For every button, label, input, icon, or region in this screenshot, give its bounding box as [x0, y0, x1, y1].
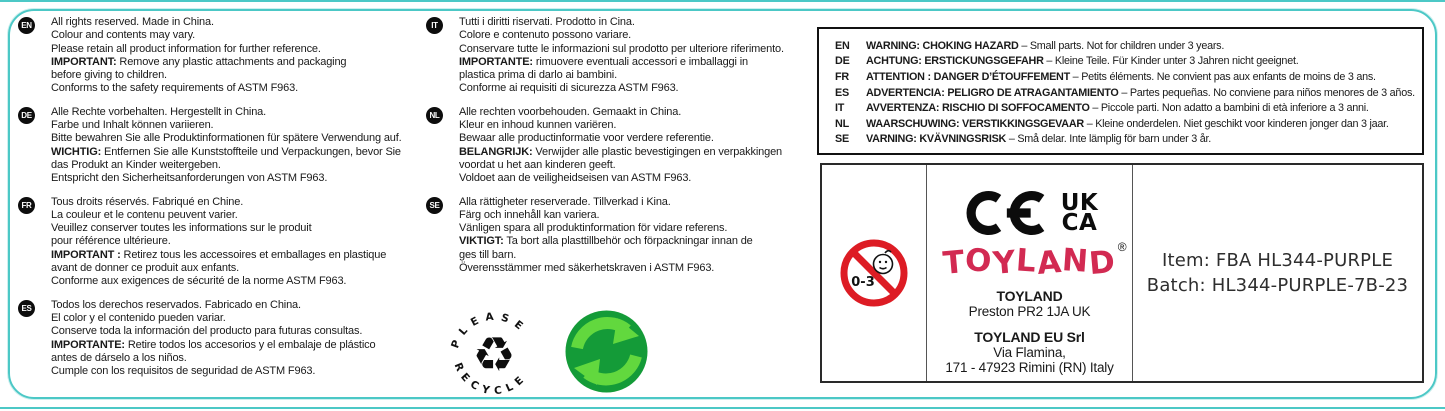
text-line: ges till barn. — [459, 248, 517, 261]
language-block-fr — [18, 196, 424, 289]
brand-letter: O — [964, 242, 995, 280]
warning-text: AVVERTENZA: RISCHIO DI SOFFOCAMENTO – Piccole parti. Non adatto a bambini di età inferiore a 3 anni. — [866, 102, 1369, 115]
warning-lang-code: EN — [835, 39, 850, 52]
brand-letter: A — [1035, 243, 1064, 283]
ukca-line-uk: UK — [1060, 190, 1099, 216]
text-line: IMPORTANTE: Retire todos los accesorios y el embalaje de plástico — [51, 338, 376, 351]
text-line: Colore e contenuto possono variare. — [459, 29, 632, 42]
language-column-middle — [426, 16, 832, 285]
text-line: Alle rechten voorbehouden. Gemaakt in China. — [459, 105, 682, 118]
text-line: voordat u het aan kinderen geeft. — [459, 158, 616, 171]
lang-code-badge: SE — [426, 197, 443, 214]
text-line: Farbe und Inhalt können variieren. — [51, 119, 214, 132]
lang-code-badge: FR — [18, 197, 35, 214]
frame-top-line — [0, 0, 1445, 2]
warning-lang-code: FR — [835, 70, 849, 83]
language-block-es — [18, 299, 424, 379]
text-line: avant de donner ce produit aux enfants. — [51, 262, 240, 275]
text-line: Conforms to the safety requirements of ASTM F963. — [51, 82, 298, 95]
warning-row — [835, 116, 1422, 132]
batch-number: Batch: HL344-PURPLE-7B-23 — [1146, 275, 1409, 296]
language-block-it — [426, 16, 832, 96]
ce-mark-icon — [961, 189, 1049, 237]
ukca-line-ca: CA — [1061, 210, 1098, 236]
language-block-se — [426, 196, 832, 276]
text-line: Kleur en inhoud kunnen variëren. — [459, 119, 617, 132]
text-line: Voldoet aan de veiligheidseisen van ASTM F963. — [459, 172, 692, 185]
text-line: IMPORTANT: Remove any plastic attachments and packaging — [51, 55, 347, 68]
item-batch-cell — [1133, 165, 1422, 381]
ukca-mark-icon — [1060, 190, 1099, 236]
brand-letter: N — [1060, 242, 1091, 280]
text-line: BELANGRIJK: Verwijder alle plastic bevestigingen en verpakkingen — [459, 145, 783, 158]
info-box — [820, 163, 1424, 383]
text-line: IMPORTANTE: rimuovere eventuali accessori e imballaggi in — [459, 55, 748, 68]
recycle-text: R E C Y C L E — [451, 361, 527, 398]
text-line: La couleur et le contenu peuvent varier. — [51, 208, 238, 221]
lang-code-badge: EN — [18, 17, 35, 34]
brand-cell — [927, 165, 1133, 381]
text-line: Cumple con los requisitos de seguridad de ASTM F963. — [51, 365, 316, 378]
warning-text: ATTENTION : DANGER D’ÉTOUFFEMENT – Petits éléments. Ne convient pas aux enfants de moins de 3 ans. — [866, 70, 1376, 83]
text-line: Alla rättigheter reserverade. Tillverkad i Kina. — [459, 195, 671, 208]
brand-letter: Y — [991, 244, 1018, 282]
lang-code-badge: NL — [426, 107, 443, 124]
brand-logo — [927, 240, 1132, 283]
language-block-de — [18, 106, 424, 186]
item-number: Item: FBA HL344-PURPLE — [1161, 250, 1394, 271]
age-warning-0-3-icon — [839, 238, 909, 308]
eu-rep-name: TOYLAND EU Srl — [974, 328, 1085, 345]
text-line: IMPORTANT : Retirez tous les accessoires et emballages en plastique — [51, 248, 387, 261]
lang-code-badge: ES — [18, 300, 35, 317]
brand-letter: T — [941, 244, 968, 282]
warning-row — [835, 132, 1422, 148]
warning-row — [835, 69, 1422, 85]
warning-lang-code: SE — [835, 133, 850, 146]
text-line: Conservare tutte le informazioni sul prodotto per ulteriore riferimento. — [459, 42, 784, 55]
warning-lang-code: NL — [835, 117, 849, 130]
eu-rep-address-line2: 171 - 47923 Rimini (RN) Italy — [945, 360, 1114, 375]
text-line: Alle Rechte vorbehalten. Hergestellt in China. — [51, 105, 267, 118]
warning-row — [835, 100, 1422, 116]
text-line: Please retain all product information for further reference. — [51, 42, 321, 55]
lang-code-badge: IT — [426, 17, 443, 34]
text-line: das Produkt an Kinder weitergeben. — [51, 158, 221, 171]
text-line: Conforme aux exigences de sécurité de la norme ASTM F963. — [51, 275, 347, 288]
text-line: before giving to children. — [51, 69, 167, 82]
warning-text: ACHTUNG: ERSTICKUNGSGEFAHR – Kleine Teile. Für Kinder unter 3 Jahren nicht geeignet. — [866, 55, 1299, 68]
manufacturer-address: Preston PR2 1JA UK — [968, 304, 1091, 319]
age-range-label: 0-3 — [851, 275, 875, 290]
please-recycle-icon — [444, 303, 544, 411]
text-line: Colour and contents may vary. — [51, 29, 196, 42]
language-column-left — [18, 16, 424, 388]
text-line: Vänligen spara all produktinformation för vidare referens. — [459, 222, 728, 235]
text-line: El color y el contenido pueden variar. — [51, 311, 226, 324]
text-line: Överensstämmer med säkerhetskraven i ASTM F963. — [459, 262, 715, 275]
brand-letter: D — [1087, 243, 1118, 283]
eu-rep-address-line1: Via Flamina, — [993, 344, 1066, 360]
brand-letter: L — [1015, 242, 1039, 280]
text-line: Tutti i diritti riservati. Prodotto in Cina. — [459, 16, 635, 28]
text-line: VIKTIGT: Ta bort alla plasttillbehör och förpackningar innan de — [459, 235, 753, 248]
language-block-nl — [426, 106, 832, 186]
manufacturer-name: TOYLAND — [996, 288, 1063, 304]
text-line: Conserve toda la información del producto para futuras consultas. — [51, 325, 363, 338]
warning-text: WAARSCHUWING: VERSTIKKINGSGEVAAR – Kleine onderdelen. Niet geschikt voor kinderen jonger dan 3 jaar. — [866, 117, 1389, 130]
text-line: Todos los derechos reservados. Fabricado en China. — [51, 298, 301, 311]
age-warning-cell — [822, 165, 927, 381]
text-line: pour référence ultérieure. — [51, 235, 171, 248]
warning-text: ADVERTENCIA: PELIGRO DE ATRAGANTAMIENTO – Partes pequeñas. No conviene para niños menores de 3 años. — [866, 86, 1415, 99]
warning-row — [835, 85, 1422, 101]
text-line: WICHTIG: Entfernen Sie alle Kunststoffteile und Verpackungen, bevor Sie — [51, 145, 401, 158]
text-line: Bitte bewahren Sie alle Produktinformationen für spätere Verwendung auf. — [51, 132, 402, 145]
lang-code-badge: DE — [18, 107, 35, 124]
text-line: plastica prima di darlo ai bambini. — [459, 69, 617, 82]
text-line: Färg och innehåll kan variera. — [459, 208, 600, 221]
text-line: Bewaar alle productinformatie voor verdere referentie. — [459, 132, 714, 145]
text-line: All rights reserved. Made in China. — [51, 16, 214, 28]
recycle-mobius-icon: ♻ — [472, 327, 516, 383]
warning-row — [835, 54, 1422, 70]
text-line: antes de dárselo a los niños. — [51, 351, 187, 364]
warning-lang-code: DE — [835, 55, 850, 68]
warning-row — [835, 38, 1422, 54]
language-block-en — [18, 16, 424, 96]
registered-mark: ® — [1117, 240, 1127, 254]
green-dot-icon — [565, 310, 648, 398]
warning-lang-code: ES — [835, 86, 850, 99]
warning-text: WARNING: CHOKING HAZARD – Small parts. Not for children under 3 years. — [866, 39, 1225, 52]
warning-text: VARNING: KVÄVNINGSRISK – Små delar. Inte lämplig för barn under 3 år. — [866, 133, 1211, 146]
text-line: Conforme ai requisiti di sicurezza ASTM F963. — [459, 82, 679, 95]
frame-bottom-line — [0, 407, 1445, 409]
text-line: Entspricht den Sicherheitsanforderungen von ASTM F963. — [51, 172, 328, 185]
warning-lang-code: IT — [835, 102, 845, 115]
please-text: P L E A S E — [449, 310, 527, 350]
text-line: Tous droits réservés. Fabriqué en Chine. — [51, 195, 244, 208]
text-line: Veuillez conserver toutes les informations sur le produit — [51, 222, 312, 235]
warning-box — [817, 27, 1424, 155]
